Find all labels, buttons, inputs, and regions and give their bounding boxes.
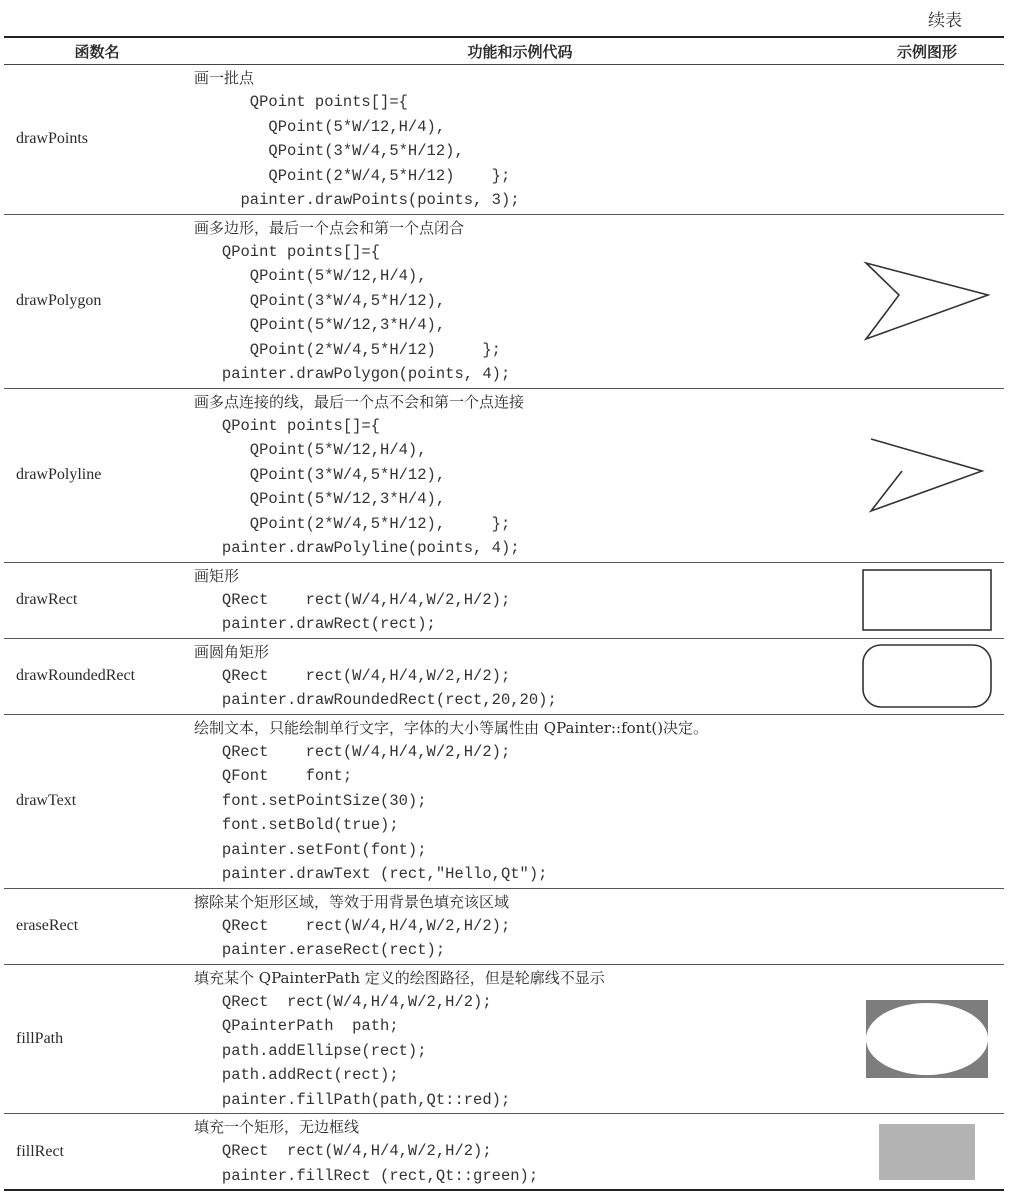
example-figure-cell	[850, 714, 1004, 888]
polyline-shape	[871, 439, 982, 511]
table-row	[4, 888, 1004, 964]
code-line: QPoint(3*W/4,5*H/12),	[194, 291, 446, 310]
polygon-shape	[866, 263, 988, 339]
table-row	[4, 388, 1004, 562]
example-figure-cell	[850, 65, 1004, 215]
code-line: painter.drawPolyline(points, 4);	[194, 539, 520, 557]
example-figure-cell	[850, 388, 1004, 562]
function-name: drawPolyline	[16, 466, 102, 483]
code-line: QRect rect(W/4,H/4,W/2,H/2);	[194, 590, 511, 609]
code-line: painter.fillPath(path,Qt::red);	[194, 1090, 511, 1109]
rect-shape	[863, 570, 991, 630]
rounded-rect-shape	[863, 645, 991, 707]
header-function-name: 函数名	[74, 42, 120, 61]
code-line: font.setPointSize(30);	[194, 791, 427, 810]
code-line: QPoint points[]={	[194, 93, 408, 111]
code-line: painter.fillRect (rect,Qt::green);	[194, 1166, 539, 1185]
code-line: QPoint(3*W/4,5*H/12),	[194, 465, 446, 484]
function-name: fillPath	[16, 1029, 64, 1047]
fill-rect-shape	[879, 1124, 975, 1180]
table-row	[4, 562, 1004, 638]
header-description: 功能和示例代码	[467, 42, 573, 61]
description-cell	[190, 214, 850, 388]
function-description: 画圆角矩形	[194, 642, 270, 661]
code-line: QPoint(5*W/12,3*H/4),	[194, 316, 446, 334]
table-row	[4, 964, 1004, 1114]
header-figure: 示例图形	[896, 42, 957, 61]
code-line: path.addEllipse(rect);	[194, 1041, 427, 1060]
description-cell	[190, 964, 850, 1114]
function-description: 画多点连接的线，最后一个点不会和第一个点连接	[194, 392, 525, 411]
function-description: 画多边形，最后一个点会和第一个点闭合	[194, 218, 465, 237]
description-cell	[190, 888, 850, 964]
code-line: QPoint(2*W/4,5*H/12), };	[194, 514, 511, 533]
description-cell	[190, 65, 850, 215]
example-figure-cell	[850, 214, 1004, 388]
code-line: QRect rect(W/4,H/4,W/2,H/2);	[194, 742, 511, 761]
example-figure-cell	[850, 964, 1004, 1114]
description-cell	[190, 638, 850, 714]
function-name: drawRoundedRect	[16, 667, 136, 684]
function-name: drawPoints	[16, 130, 88, 148]
table-row	[4, 65, 1004, 215]
function-description: 擦除某个矩形区域，等效于用背景色填充该区域	[194, 892, 510, 911]
function-name: drawText	[16, 792, 77, 809]
code-line: QPoint points[]={	[194, 416, 381, 435]
table-row	[4, 1114, 1004, 1191]
code-line: painter.drawPoints(points, 3);	[194, 191, 520, 209]
code-line: painter.setFont(font);	[194, 840, 427, 859]
code-line: QPoint(5*W/12,H/4),	[194, 267, 427, 285]
code-line: QFont font;	[194, 767, 353, 785]
polyline-figure	[868, 435, 986, 515]
code-line: QPoint(5*W/12,H/4),	[194, 441, 427, 459]
code-line: QPoint(5*W/12,3*H/4),	[194, 490, 446, 508]
code-line: QRect rect(W/4,H/4,W/2,H/2);	[194, 1142, 492, 1160]
code-line: font.setBold(true);	[194, 816, 399, 834]
rect-figure	[861, 568, 993, 632]
function-description: 画一批点	[194, 69, 255, 87]
function-name: drawPolygon	[16, 292, 102, 309]
code-line: QPoint(5*W/12,H/4),	[194, 117, 446, 136]
description-cell	[190, 388, 850, 562]
code-line: QRect rect(W/4,H/4,W/2,H/2);	[194, 916, 511, 935]
code-line: painter.drawText (rect,"Hello,Qt");	[194, 865, 548, 883]
example-figure-cell	[850, 562, 1004, 638]
table-row	[4, 638, 1004, 714]
function-table	[4, 36, 1004, 1191]
table-header-row	[4, 37, 1004, 65]
rounded-rect-figure	[861, 643, 993, 709]
function-description: 画矩形	[194, 566, 240, 585]
table-row	[4, 714, 1004, 888]
code-line: path.addRect(rect);	[194, 1066, 399, 1084]
function-name: drawRect	[16, 591, 78, 608]
example-figure-cell	[850, 888, 1004, 964]
function-description: 绘制文本，只能绘制单行文字，字体的大小等属性由 QPainter::font()决定。	[194, 718, 709, 737]
description-cell	[190, 714, 850, 888]
function-name: eraseRect	[16, 917, 79, 934]
table-row	[4, 214, 1004, 388]
code-line: QPoint(2*W/4,5*H/12) };	[194, 166, 511, 185]
code-line: painter.drawPolygon(points, 4);	[194, 365, 511, 383]
continued-label: 续表	[928, 11, 962, 31]
code-line: QPoint(3*W/4,5*H/12),	[194, 142, 464, 160]
code-line: QPoint(2*W/4,5*H/12) };	[194, 340, 501, 359]
code-line: QRect rect(W/4,H/4,W/2,H/2);	[194, 666, 511, 685]
function-description: 填充某个 QPainterPath 定义的绘图路径，但是轮廓线不显示	[194, 968, 605, 987]
description-cell	[190, 562, 850, 638]
code-line: QRect rect(W/4,H/4,W/2,H/2);	[194, 992, 492, 1011]
polygon-figure	[863, 259, 991, 343]
description-cell	[190, 1114, 850, 1191]
fill-path-figure	[866, 1000, 988, 1078]
function-name: fillRect	[16, 1142, 64, 1160]
code-line: QPoint points[]={	[194, 242, 381, 261]
code-line: painter.drawRect(rect);	[194, 615, 436, 633]
example-figure-cell	[850, 638, 1004, 714]
code-line: painter.eraseRect(rect);	[194, 941, 446, 959]
function-description: 填充一个矩形，无边框线	[194, 1118, 360, 1136]
example-figure-cell	[850, 1114, 1004, 1191]
code-line: QPainterPath path;	[194, 1017, 399, 1035]
code-line: painter.drawRoundedRect(rect,20,20);	[194, 691, 557, 709]
fill-rect-figure	[879, 1124, 975, 1180]
fill-path-shape	[866, 1000, 988, 1078]
